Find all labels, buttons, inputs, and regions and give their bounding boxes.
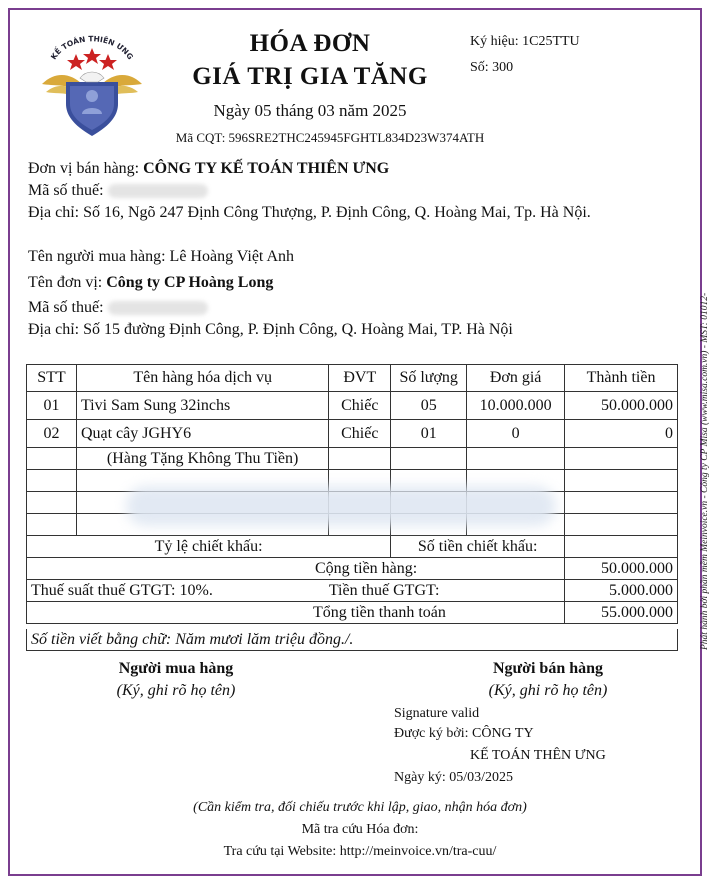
buyer-sign-title: Người mua hàng	[118, 660, 234, 677]
signed-by-company: KẾ TOÁN THÊN ƯNG	[470, 748, 606, 763]
lookup-code: Mã tra cứu Hóa đơn:	[301, 822, 419, 837]
discount-amount-label: Số tiền chiết khấu:	[391, 536, 565, 558]
seller-label: Đơn vị bán hàng:	[28, 160, 140, 177]
cqt-code: Mã CQT: 596SRE2THC245945FGHTL834D23W374ATH	[175, 130, 485, 145]
row-qty: 01	[391, 420, 467, 448]
vat-amount-label: Tiền thuế GTGT:	[329, 580, 565, 602]
seller-name: CÔNG TY KẾ TOÁN THIÊN ƯNG	[143, 160, 390, 177]
row-price: 10.000.000	[467, 392, 565, 420]
row-stt: 01	[27, 392, 77, 420]
side-note-text: Phát hành bởi phần mềm Meinvoice.vn - Công ty CP Misa (www.misa.com.vn) - MST: 01012-	[700, 292, 710, 650]
header-cell: ĐVT	[329, 365, 391, 392]
row-product: Quạt cây JGHY6	[76, 420, 328, 448]
total-row	[27, 602, 678, 624]
buyer-unit	[28, 274, 273, 292]
row-stt: 02	[27, 420, 77, 448]
buyer-name: Tên người mua hàng: Lê Hoàng Việt Anh	[28, 248, 295, 265]
invoice-date: Ngày 05 tháng 03 năm 2025	[213, 101, 407, 120]
header-cell: Đơn giá	[467, 365, 565, 392]
buyer-unit-name: Công ty CP Hoàng Long	[106, 274, 274, 291]
seller-sign-title: Người bán hàng	[492, 660, 604, 677]
row-amount: 0	[565, 420, 678, 448]
vat-amount-value: 5.000.000	[565, 580, 678, 602]
header-cell: Tên hàng hóa dịch vụ	[76, 365, 328, 392]
buyer-address: Địa chỉ: Số 15 đường Định Công, P. Định Công, Q. Hoàng Mai, TP. Hà Nội	[28, 321, 513, 338]
subtotal-row	[27, 558, 678, 580]
buyer-unit-label: Tên đơn vị:	[28, 274, 103, 291]
svg-text:KẾ TOÁN THIÊN ƯNG: KẾ TOÁN THIÊN ƯNG	[48, 34, 136, 62]
total-value: 55.000.000	[565, 602, 678, 624]
seller-tax	[28, 182, 208, 200]
lookup-site: Tra cứu tại Website: http://meinvoice.vn/tra-cuu/	[223, 844, 497, 859]
table-row	[27, 448, 678, 470]
invoice-symbol: Ký hiệu: 1C25TTU	[470, 34, 580, 49]
blurred-watermark	[126, 486, 556, 526]
row-unit: Chiếc	[329, 392, 391, 420]
total-label: Tổng tiền thanh toán	[27, 602, 565, 624]
signed-by: Được ký bởi: CÔNG TY	[394, 726, 534, 741]
header-cell: STT	[27, 365, 77, 392]
row-unit: Chiếc	[329, 420, 391, 448]
redacted-tax-code	[108, 301, 208, 315]
subtotal-label: Cộng tiền hàng:	[27, 558, 565, 580]
invoice-number: Số: 300	[470, 60, 514, 75]
row-qty: 05	[391, 392, 467, 420]
signature-valid: Signature valid	[394, 706, 480, 721]
row-product: Tivi Sam Sung 32inchs	[76, 392, 328, 420]
row-note: (Hàng Tặng Không Thu Tiền)	[76, 448, 328, 470]
vat-rate-label: Thuế suất thuế GTGT: 10%.	[27, 580, 329, 602]
seller-unit	[28, 160, 389, 178]
buyer-tax-label: Mã số thuế:	[28, 299, 104, 316]
side-note	[690, 270, 710, 650]
table-header	[27, 365, 678, 392]
discount-row	[27, 536, 678, 558]
table-row	[27, 392, 678, 420]
seller-tax-label: Mã số thuế:	[28, 182, 104, 199]
sign-date: Ngày ký: 05/03/2025	[394, 770, 513, 785]
seller-address: Địa chỉ: Số 16, Ngõ 247 Định Công Thượng, P. Định Công, Q. Hoàng Mai, Tp. Hà Nội.	[28, 204, 591, 221]
buyer-tax	[28, 299, 208, 317]
invoice-title-line2: GIÁ TRỊ GIA TĂNG	[192, 63, 428, 90]
discount-rate-label: Tỷ lệ chiết khấu:	[27, 536, 391, 558]
company-logo	[36, 32, 148, 140]
amount-in-words: Số tiền viết bằng chữ: Năm mươi lăm triệu đồng./.	[26, 629, 678, 651]
row-price: 0	[467, 420, 565, 448]
header-cell: Thành tiền	[565, 365, 678, 392]
row-amount: 50.000.000	[565, 392, 678, 420]
header-cell: Số lượng	[391, 365, 467, 392]
check-note: (Cần kiểm tra, đối chiếu trước khi lập, giao, nhận hóa đơn)	[193, 800, 527, 815]
redacted-tax-code	[108, 184, 208, 198]
table-row	[27, 420, 678, 448]
invoice-title-line1: HÓA ĐƠN	[249, 30, 371, 57]
vat-row	[27, 580, 678, 602]
seller-sign-sub: (Ký, ghi rõ họ tên)	[488, 682, 608, 699]
subtotal-value: 50.000.000	[565, 558, 678, 580]
buyer-sign-sub: (Ký, ghi rõ họ tên)	[116, 682, 236, 699]
